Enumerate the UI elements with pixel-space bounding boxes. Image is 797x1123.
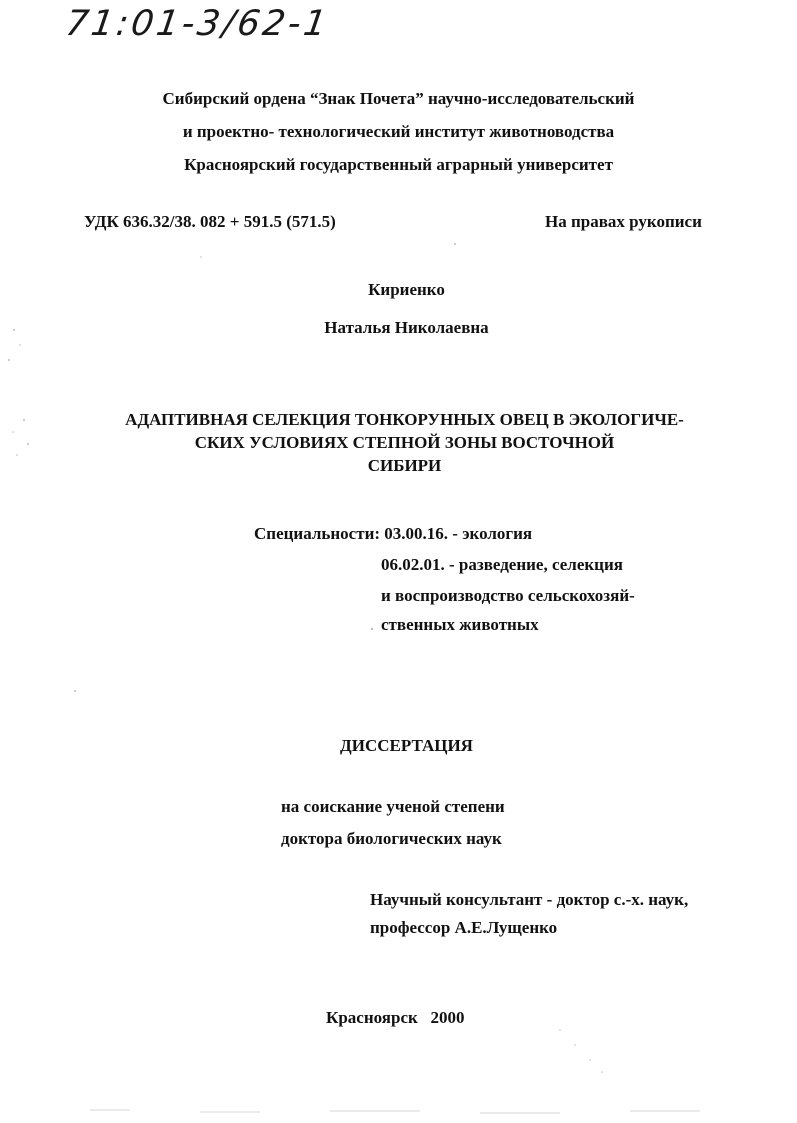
specialty-2-line-3: ственных животных (381, 615, 539, 634)
specialties-label: Специальности: 03.00.16. - экология (254, 524, 533, 543)
specialty-2-line-1: 06.02.01. - разведение, селекция (381, 555, 623, 574)
advisor-line-1: Научный консультант - доктор с.-х. наук, (370, 890, 689, 909)
institute-line-2: и проектно- технологический институт животноводства (182, 122, 615, 141)
title-line-1: АДАПТИВНАЯ СЕЛЕКЦИЯ ТОНКОРУННЫХ ОВЕЦ В ЭКОЛОГИЧЕ- (125, 410, 684, 429)
city-year: Красноярск 2000 (326, 1008, 465, 1027)
archive-code-handwritten: 71:01-3/62-1 (63, 4, 332, 44)
udc-code: УДК 636.32/38. 082 + 591.5 (571.5) (84, 212, 336, 231)
specialty-2-line-2: и воспроизводство сельскохозяй- (381, 586, 635, 605)
degree-line-2: доктора биологических наук (281, 829, 502, 848)
advisor-line-2: профессор А.Е.Лущенко (370, 918, 558, 937)
institute-line-1: Сибирский ордена “Знак Почета” научно-исследовательский (162, 89, 635, 108)
rights-notice: На правах рукописи (545, 212, 702, 231)
title-line-2: СКИХ УСЛОВИЯХ СТЕПНОЙ ЗОНЫ ВОСТОЧНОЙ (194, 433, 615, 452)
university-name: Красноярский государственный аграрный университет (184, 155, 613, 174)
author-surname: Кириенко (368, 280, 445, 299)
degree-line-1: на соискание ученой степени (281, 797, 505, 816)
author-given-names: Наталья Николаевна (324, 318, 489, 337)
work-type: ДИССЕРТАЦИЯ (340, 736, 473, 755)
title-line-3: СИБИРИ (367, 456, 442, 475)
